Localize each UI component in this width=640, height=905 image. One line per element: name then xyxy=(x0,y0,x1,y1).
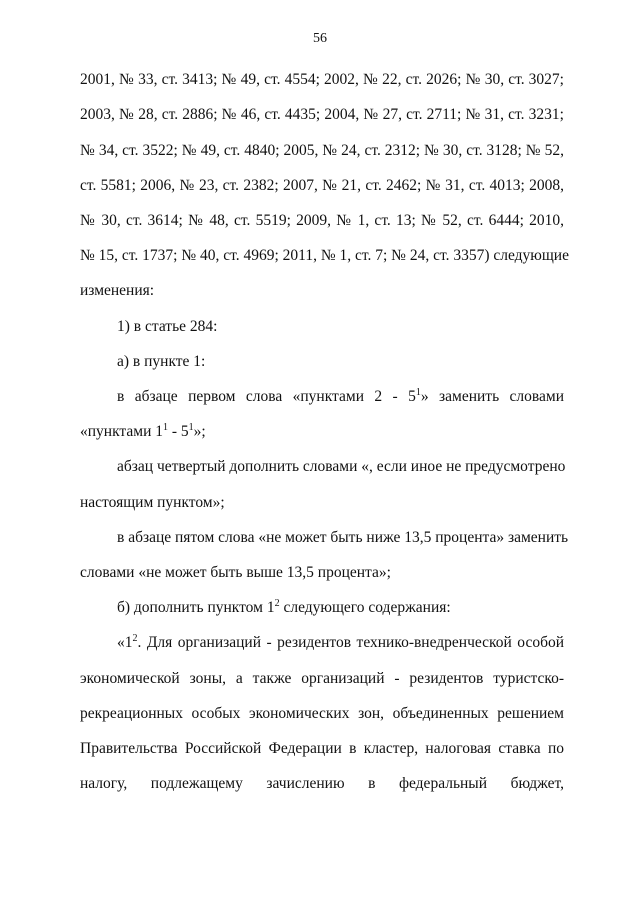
text-line xyxy=(117,633,564,653)
text-span: . Для организаций - резидентов технико-внедренческой особой xyxy=(137,634,564,651)
text-span: № 30, ст. 3614; № 48, ст. 5519; 2009, № 1, ст. 13; № 52, ст. 6444; 2010, xyxy=(80,212,564,229)
text-line xyxy=(80,422,564,442)
text-span: » заменить словами xyxy=(420,388,564,405)
text-line xyxy=(80,70,564,90)
text-span: следующего содержания: xyxy=(279,599,451,616)
text-span: в абзаце пятом слова «не может быть ниже 13,5 процента» заменить xyxy=(117,529,569,546)
text-span: № 15, ст. 1737; № 40, ст. 4969; 2011, № 1, ст. 7; № 24, ст. 3357) следующие xyxy=(80,247,569,264)
text-span: абзац четвертый дополнить словами «, если иное не предусмотрено xyxy=(117,458,566,475)
text-span: ст. 5581; 2006, № 23, ст. 2382; 2007, № 21, ст. 2462; № 31, ст. 4013; 2008, xyxy=(80,177,564,194)
text-span: № 34, ст. 3522; № 49, ст. 4840; 2005, № 24, ст. 2312; № 30, ст. 3128; № 52, xyxy=(80,142,564,159)
superscript: 1 xyxy=(188,422,194,433)
text-line xyxy=(117,317,564,337)
text-span: Правительства Российской Федерации в кластер, налоговая ставка по xyxy=(80,740,564,757)
text-line xyxy=(80,704,564,724)
text-line xyxy=(80,774,564,794)
text-line xyxy=(117,352,564,372)
text-span: 2001, № 33, ст. 3413; № 49, ст. 4554; 2002, № 22, ст. 2026; № 30, ст. 3027; xyxy=(80,71,564,88)
text-line xyxy=(117,387,564,407)
text-span: словами «не может быть выше 13,5 процента»; xyxy=(80,564,391,581)
text-line xyxy=(80,281,564,301)
text-span: изменения: xyxy=(80,282,155,299)
text-line xyxy=(80,141,564,161)
text-line xyxy=(80,563,564,583)
text-line xyxy=(117,598,564,618)
text-span: в абзаце первом слова «пунктами 2 - 5 xyxy=(117,388,416,405)
text-span: 1) в статье 284: xyxy=(117,318,218,335)
superscript: 1 xyxy=(415,387,421,398)
text-span: рекреационных особых экономических зон, объединенных решением xyxy=(80,705,564,722)
text-span: налогу, подлежащему зачислению в федеральный бюджет, xyxy=(80,775,564,792)
text-line xyxy=(80,493,564,513)
text-line xyxy=(80,105,564,125)
text-line xyxy=(117,528,569,548)
text-line xyxy=(80,739,564,759)
superscript: 1 xyxy=(163,422,168,433)
text-line xyxy=(80,669,564,689)
text-span: настоящим пунктом»; xyxy=(80,494,225,511)
text-line xyxy=(80,176,564,196)
text-span: б) дополнить пунктом 1 xyxy=(117,599,275,616)
text-span: - 5 xyxy=(168,423,189,440)
text-line xyxy=(80,246,569,266)
text-span: экономической зоны, а также организаций - резидентов туристско- xyxy=(80,670,564,687)
text-span: «пунктами 1 xyxy=(80,423,163,440)
text-span: »; xyxy=(193,423,206,440)
text-span: а) в пункте 1: xyxy=(117,353,206,370)
text-line xyxy=(117,457,564,477)
page-number: 56 xyxy=(313,31,327,46)
text-line xyxy=(80,211,564,231)
text-span: 2003, № 28, ст. 2886; № 46, ст. 4435; 2004, № 27, ст. 2711; № 31, ст. 3231; xyxy=(80,106,564,123)
superscript: 2 xyxy=(274,598,280,609)
text-span: «1 xyxy=(117,634,133,651)
superscript: 2 xyxy=(132,633,138,644)
